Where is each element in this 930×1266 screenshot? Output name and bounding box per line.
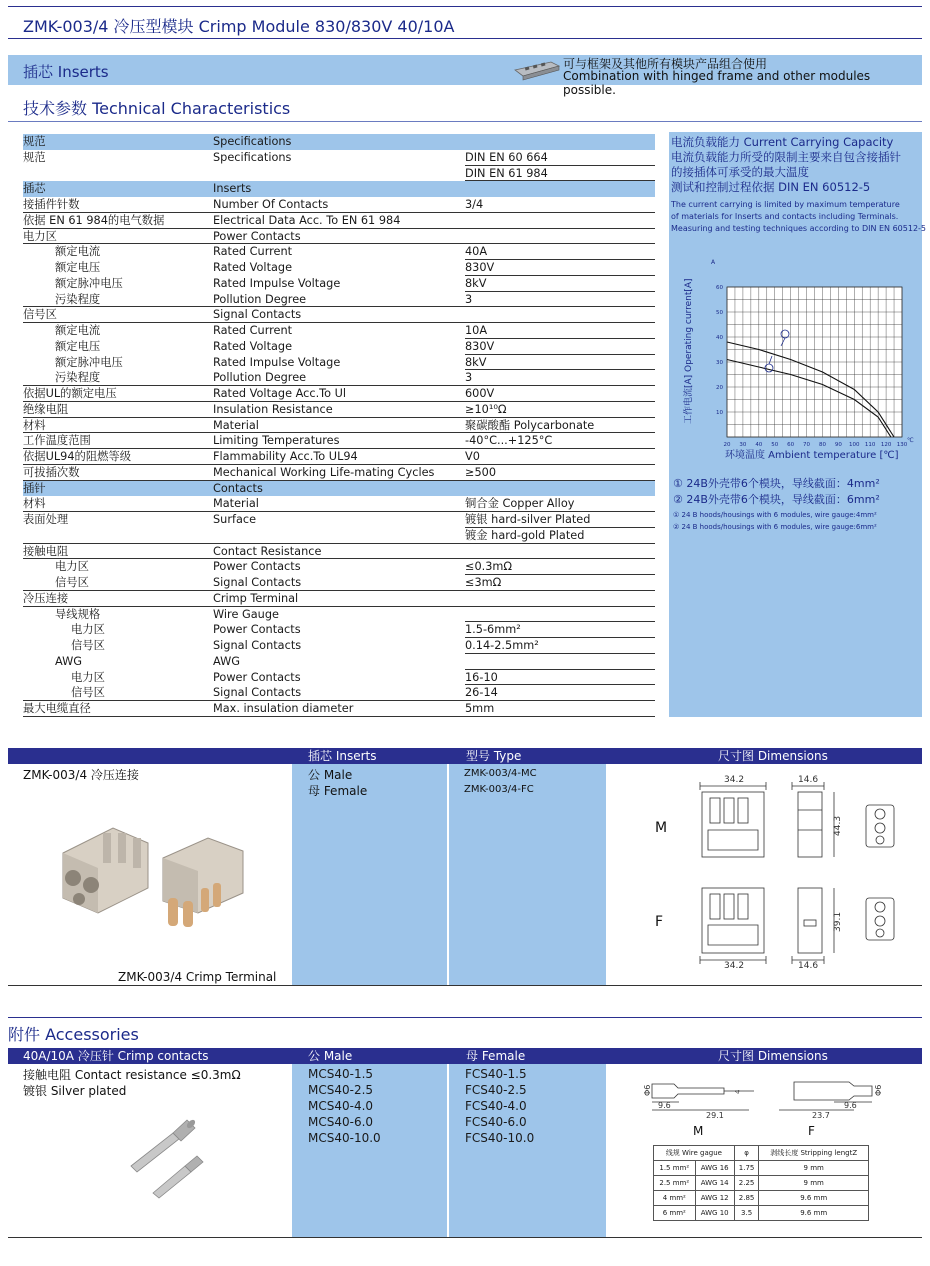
- spec-label-cn: 额定电流: [55, 245, 101, 259]
- dim-9-6-m: 9.6: [658, 1101, 671, 1110]
- spec-row: [23, 150, 655, 166]
- dim-29-1: 29.1: [706, 1111, 724, 1120]
- spec-value: 10A: [465, 323, 655, 339]
- legend-1-cn: ① 24B外壳带6个模块，导线截面：4mm²: [673, 477, 880, 490]
- spec-row: [23, 386, 655, 402]
- x-tick-label: 120: [880, 442, 892, 448]
- female-insert-image: [163, 838, 243, 927]
- spec-row: [23, 323, 655, 339]
- spec-label-en: Flammability Acc.To UL94: [213, 450, 358, 463]
- spec-value: DIN EN 60 664: [465, 150, 655, 166]
- spec-row: [23, 229, 655, 245]
- x-tick-label: 40: [755, 442, 763, 448]
- spec-value: 40A: [465, 244, 655, 260]
- spec-label-en: Material: [213, 418, 259, 432]
- spec-label-en: Pollution Degree: [213, 371, 307, 385]
- capacity-panel: [669, 132, 927, 717]
- spec-row: [23, 418, 655, 434]
- legend-1-en: ① 24 B hoods/housings with 6 modules, wire gauge:4mm²: [673, 511, 877, 519]
- wire-table-cell: 2.5 mm²: [654, 1176, 696, 1191]
- crimp-contacts-image: [123, 1108, 253, 1198]
- spec-label-en: Pollution Degree: [213, 292, 307, 306]
- wire-table-cell: 1.5 mm²: [654, 1161, 696, 1176]
- spec-value: 3: [465, 371, 473, 385]
- wire-table-head-phi: φ: [734, 1146, 759, 1161]
- spec-row: [23, 276, 655, 292]
- spec-label-en: Signal Contacts: [213, 576, 302, 589]
- spec-label-cn: 依据UL94的阻燃等级: [23, 450, 132, 463]
- wire-table-cell: 2.85: [734, 1191, 759, 1206]
- acc-resistance: 接触电阻 Contact resistance ≤0.3mΩ: [23, 1068, 241, 1082]
- combination-note-en: Combination with hinged frame and other modules possible.: [563, 69, 871, 97]
- dim-width-f: 34.2: [724, 961, 745, 971]
- spec-value: 8kV: [465, 276, 655, 292]
- dim-f-label: F: [655, 914, 664, 930]
- spec-value: [465, 607, 655, 623]
- product-type-male: ZMK-003/4-MC: [464, 768, 537, 779]
- male-insert-image: [63, 828, 148, 913]
- wire-table-head-gauge: 线规 Wire gague: [654, 1146, 735, 1161]
- spec-label-cn: 信号区: [71, 686, 105, 700]
- spec-label-cn: 污染程度: [55, 292, 101, 306]
- accessories-title: 附件 Accessories: [8, 1025, 139, 1044]
- acc-female-part: FCS40-6.0: [465, 1115, 527, 1129]
- spec-value: ≥10¹⁰Ω: [465, 402, 507, 416]
- spec-label-cn: 信号区: [55, 576, 89, 589]
- wire-table-cell: AWG 10: [695, 1206, 734, 1221]
- hinged-frame-image: [511, 58, 561, 80]
- spec-value: 600V: [465, 387, 495, 400]
- spec-label-cn: 可拔插次数: [23, 465, 80, 479]
- wire-table-row: [654, 1191, 869, 1206]
- spec-value: 830V: [465, 260, 655, 276]
- spec-row: [23, 260, 655, 276]
- acc-head-dims: 尺寸图 Dimensions: [718, 1049, 828, 1063]
- product-male: 公 Male: [308, 768, 353, 782]
- product-head-dims: 尺寸图 Dimensions: [718, 749, 828, 763]
- spec-label-cn: 额定电压: [55, 261, 101, 274]
- spec-value: 镀金 hard-gold Plated: [465, 528, 585, 542]
- tech-divider: [8, 121, 922, 122]
- acc-male-part: MCS40-6.0: [308, 1115, 374, 1129]
- spec-label-cn: 工作温度范围: [23, 434, 91, 448]
- spec-value: V0: [465, 450, 480, 463]
- dim-phi-f: Φ6: [874, 1084, 883, 1096]
- acc-female-part: FCS40-1.5: [465, 1067, 527, 1081]
- capacity-line-2: 电流负载能力所受的限制主要来自包含接插针: [671, 150, 901, 164]
- spec-label-en: Rated Impulse Voltage: [213, 276, 341, 290]
- spec-label-en: Specifications: [213, 135, 292, 148]
- dim-m-label: M: [655, 820, 668, 836]
- spec-label-en: Power Contacts: [213, 623, 301, 637]
- spec-label-en: Mechanical Working Life-mating Cycles: [213, 465, 435, 479]
- x-tick-label: 90: [834, 442, 842, 448]
- wire-table-cell: 3.5: [734, 1206, 759, 1221]
- y-tick-label: 30: [716, 360, 723, 366]
- spec-row: [23, 465, 655, 481]
- acc-male-part: MCS40-10.0: [308, 1131, 381, 1145]
- spec-label-cn: 依据UL的额定电压: [23, 387, 117, 400]
- spec-label-en: Limiting Temperatures: [213, 434, 340, 448]
- product-name: ZMK-003/4 冷压连接: [23, 768, 139, 782]
- acc-female-list: [465, 1066, 534, 1146]
- spec-label-cn: 插针: [23, 481, 46, 495]
- spec-label-en: Rated Voltage: [213, 261, 293, 274]
- capacity-en-3: Measuring and testing techniques according to DIN EN 60512-5: [671, 224, 927, 233]
- spec-label-cn: 表面处理: [23, 513, 69, 526]
- dim-9-6-f: 9.6: [844, 1101, 857, 1110]
- product-photo: [43, 813, 263, 933]
- capacity-line-4: 测试和控制过程依据 DIN EN 60512-5: [671, 180, 871, 194]
- wire-table-header: [654, 1146, 869, 1161]
- x-tick-label: 130: [896, 442, 908, 448]
- product-head-type: 型号 Type: [466, 749, 522, 763]
- spec-label-en: Surface: [213, 513, 257, 526]
- acc-dim-f-label: F: [808, 1124, 815, 1138]
- spec-label-cn: 信号区: [23, 308, 57, 322]
- wire-table-row: [654, 1161, 869, 1176]
- accessories-header: [8, 1048, 922, 1064]
- wire-table-row: [654, 1206, 869, 1221]
- x-tick-label: 50: [771, 442, 779, 448]
- wire-table-body: [654, 1161, 869, 1221]
- spec-value: ≤0.3mΩ: [465, 559, 655, 575]
- spec-row: [23, 701, 655, 717]
- spec-row: [23, 166, 655, 182]
- spec-row: [23, 496, 655, 512]
- capacity-en-1: The current carrying is limited by maximum temperature: [671, 200, 900, 209]
- spec-label-cn: 接插件针数: [23, 198, 80, 211]
- spec-value: ≤3mΩ: [465, 576, 502, 589]
- spec-label-cn: 额定电流: [55, 324, 101, 337]
- spec-value: 镀银 hard-silver Plated: [465, 512, 655, 528]
- wire-table-head-strip: 剥线长度 Stripping lengtZ: [759, 1146, 869, 1161]
- spec-value: 铜合金 Copper Alloy: [465, 497, 575, 511]
- product-head-inserts: 插芯 Inserts: [308, 749, 377, 763]
- spec-value: DIN EN 61 984: [465, 166, 655, 182]
- spec-label-cn: 额定脉冲电压: [55, 276, 123, 290]
- spec-label-en: Wire Gauge: [213, 607, 279, 621]
- spec-label-en: Crimp Terminal: [213, 591, 299, 605]
- spec-label-en: Number Of Contacts: [213, 198, 329, 211]
- accessories-divider: [8, 1017, 922, 1018]
- x-tick-label: 60: [787, 442, 795, 448]
- wire-table-cell: 9 mm: [759, 1176, 869, 1191]
- spec-row: [23, 544, 655, 560]
- spec-row: [23, 591, 655, 607]
- male-pin-image: [131, 1118, 197, 1172]
- wire-table-cell: AWG 14: [695, 1176, 734, 1191]
- capacity-en-2: of materials for Inserts and contacts including Terminals.: [671, 212, 899, 221]
- spec-label-en: Signal Contacts: [213, 308, 302, 322]
- title-bar: [8, 6, 922, 39]
- spec-label-cn: 最大电缆直径: [23, 702, 91, 715]
- spec-label-en: Rated Voltage: [213, 339, 293, 353]
- dim-height-f: 39.1: [833, 911, 843, 932]
- capacity-line-3: 的接插体可承受的最大温度: [671, 165, 809, 179]
- spec-section-header: [23, 481, 655, 497]
- spec-label-en: Contact Resistance: [213, 544, 322, 558]
- capacity-title: 电流负载能力 Current Carrying Capacity: [671, 135, 894, 149]
- wire-table-cell: 1.75: [734, 1161, 759, 1176]
- x-tick-label: 80: [818, 442, 826, 448]
- spec-label-cn: 额定电压: [55, 339, 101, 353]
- wire-table-cell: 4 mm²: [654, 1191, 696, 1206]
- spec-value: 3/4: [465, 198, 484, 211]
- spec-label-cn: 规范: [23, 135, 46, 148]
- spec-value: 26-14: [465, 686, 498, 700]
- wire-table-cell: 2.25: [734, 1176, 759, 1191]
- spec-label-en: Contacts: [213, 481, 263, 495]
- spec-value: [465, 654, 655, 670]
- spec-row: [23, 654, 655, 670]
- spec-label-en: Specifications: [213, 150, 292, 164]
- spec-label-cn: 电力区: [55, 560, 89, 574]
- spec-label-en: Power Contacts: [213, 229, 301, 243]
- spec-row: [23, 402, 655, 418]
- wire-table-cell: AWG 12: [695, 1191, 734, 1206]
- y-tick-label: 10: [716, 410, 723, 416]
- product-caption: ZMK-003/4 Crimp Terminal: [118, 970, 277, 984]
- y-axis-label: 工作电流[A] Operating current[A]: [684, 278, 694, 424]
- y-tick-label: 20: [716, 385, 723, 391]
- x-tick-label: 30: [739, 442, 747, 448]
- legend-2-cn: ② 24B外壳带6个模块，导线截面：6mm²: [673, 493, 880, 506]
- spec-section-header: [23, 134, 655, 150]
- dim-depth-m: 14.6: [798, 775, 819, 785]
- spec-label-en: Electrical Data Acc. To EN 61 984: [213, 213, 401, 227]
- spec-label-cn: AWG: [55, 654, 83, 668]
- acc-female-part: FCS40-2.5: [465, 1083, 527, 1097]
- combination-note-cn: 可与框架及其他所有模块产品组合使用: [563, 57, 768, 71]
- x-tick-label: 100: [849, 442, 860, 448]
- x-tick-label: 110: [864, 442, 876, 448]
- capacity-chart: [669, 252, 922, 472]
- spec-value: ≥500: [465, 465, 497, 479]
- spec-label-cn: 电力区: [71, 670, 105, 684]
- acc-head-female: 母 Female: [466, 1049, 526, 1063]
- spec-label-cn: 电力区: [23, 229, 57, 243]
- acc-female-part: FCS40-10.0: [465, 1131, 535, 1145]
- spec-value: 5mm: [465, 702, 495, 715]
- wire-gauge-table: [653, 1145, 869, 1221]
- spec-row: [23, 607, 655, 623]
- spec-table: [23, 134, 655, 717]
- spec-label-cn: 污染程度: [55, 371, 101, 385]
- spec-label-en: Material: [213, 497, 259, 511]
- spec-row: [23, 197, 655, 213]
- spec-row: [23, 528, 655, 544]
- inserts-label: 插芯 Inserts: [23, 63, 109, 81]
- y-tick-label: 40: [716, 335, 723, 341]
- spec-row: [23, 622, 655, 638]
- dim-depth-f: 14.6: [798, 961, 819, 971]
- spec-label-cn: 材料: [23, 497, 46, 511]
- wire-table-cell: 9.6 mm: [759, 1206, 869, 1221]
- spec-row: [23, 512, 655, 528]
- wire-table-cell: AWG 16: [695, 1161, 734, 1176]
- product-section: [8, 748, 922, 986]
- spec-label-en: Max. insulation diameter: [213, 702, 354, 715]
- spec-label-en: Rated Current: [213, 245, 293, 259]
- spec-row: [23, 370, 655, 386]
- spec-row: [23, 213, 655, 229]
- acc-male-part: MCS40-1.5: [308, 1067, 374, 1081]
- chart-grid: [727, 287, 902, 437]
- spec-label-en: Inserts: [213, 182, 252, 196]
- dim-23-7: 23.7: [812, 1111, 830, 1120]
- acc-head-contacts: 40A/10A 冷压针 Crimp contacts: [23, 1049, 209, 1063]
- spec-section-header: [23, 181, 655, 197]
- product-type-column: [449, 764, 606, 986]
- spec-label-cn: 导线规格: [55, 607, 101, 621]
- product-bottom-rule: [8, 985, 922, 986]
- dim-4: 4: [734, 1089, 742, 1094]
- page-title: ZMK-003/4 冷压型模块 Crimp Module 830/830V 40/10A: [23, 17, 455, 36]
- spec-value: 1.5-6mm²: [465, 622, 655, 638]
- spec-row: [23, 559, 655, 575]
- spec-row: [23, 670, 655, 686]
- spec-label-cn: 材料: [23, 418, 46, 432]
- spec-label-en: Rated Current: [213, 324, 293, 337]
- product-type-female: ZMK-003/4-FC: [464, 784, 534, 795]
- dim-width-m: 34.2: [724, 775, 745, 785]
- spec-value: 830V: [465, 339, 655, 355]
- spec-value: 3: [465, 292, 473, 306]
- spec-label-en: Insulation Resistance: [213, 402, 333, 416]
- y-unit-label: A: [711, 259, 716, 266]
- dim-phi-m: Φ6: [643, 1084, 652, 1096]
- spec-value: 8kV: [465, 355, 655, 371]
- spec-label-cn: 电力区: [71, 623, 105, 637]
- wire-table-cell: 9 mm: [759, 1161, 869, 1176]
- acc-male-part: MCS40-2.5: [308, 1083, 374, 1097]
- spec-label-en: AWG: [213, 654, 241, 668]
- y-tick-label: 50: [716, 310, 723, 316]
- spec-label-cn: 插芯: [23, 182, 46, 196]
- spec-row: [23, 433, 655, 449]
- x-axis-label: 环境温度 Ambient temperature [℃]: [725, 450, 899, 461]
- spec-label-en: Rated Voltage Acc.To Ul: [213, 387, 347, 400]
- dim-height-m: 44.3: [833, 815, 843, 836]
- spec-row: [23, 307, 655, 323]
- acc-head-male: 公 Male: [308, 1049, 353, 1063]
- spec-row: [23, 355, 655, 371]
- accessories-bottom-rule: [8, 1237, 922, 1238]
- spec-value: -40°C...+125°C: [465, 434, 553, 448]
- spec-label-en: Power Contacts: [213, 670, 301, 684]
- product-female: 母 Female: [308, 784, 368, 798]
- x-unit-label: ℃: [907, 437, 914, 444]
- dimension-drawings: [688, 770, 918, 980]
- spec-row: [23, 449, 655, 465]
- crimp-contact-drawings: [644, 1070, 884, 1132]
- x-tick-label: 20: [723, 442, 731, 448]
- acc-male-part: MCS40-4.0: [308, 1099, 374, 1113]
- acc-female-part: FCS40-4.0: [465, 1099, 527, 1113]
- acc-dim-m-label: M: [693, 1124, 704, 1138]
- spec-label-cn: 额定脉冲电压: [55, 355, 123, 369]
- spec-label-cn: 信号区: [71, 639, 105, 652]
- tech-title: 技术参数 Technical Characteristics: [23, 99, 291, 118]
- spec-row: [23, 685, 655, 701]
- spec-label-en: Signal Contacts: [213, 686, 302, 700]
- spec-row: [23, 638, 655, 654]
- spec-value: 16-10: [465, 670, 655, 686]
- spec-label-cn: 绝缘电阻: [23, 402, 69, 416]
- female-pin-image: [153, 1156, 203, 1198]
- spec-row: [23, 244, 655, 260]
- y-tick-label: 60: [716, 285, 723, 291]
- wire-table-row: [654, 1176, 869, 1191]
- spec-label-cn: 冷压连接: [23, 591, 69, 605]
- spec-label-en: Rated Impulse Voltage: [213, 355, 341, 369]
- spec-row: [23, 292, 655, 308]
- x-tick-label: 70: [803, 442, 811, 448]
- inserts-band: [8, 55, 922, 97]
- spec-row: [23, 575, 655, 591]
- acc-plating: 镀银 Silver plated: [23, 1084, 127, 1098]
- acc-male-list: [308, 1066, 381, 1146]
- spec-row: [23, 339, 655, 355]
- wire-table-cell: 6 mm²: [654, 1206, 696, 1221]
- spec-label-cn: 接触电阻: [23, 544, 69, 558]
- spec-label-cn: 依据 EN 61 984的电气数据: [23, 213, 165, 227]
- spec-label-en: Power Contacts: [213, 560, 301, 574]
- spec-value: 聚碳酸酯 Polycarbonate: [465, 418, 595, 432]
- spec-label-en: Signal Contacts: [213, 639, 302, 652]
- spec-value: 0.14-2.5mm²: [465, 638, 655, 654]
- wire-table-cell: 9.6 mm: [759, 1191, 869, 1206]
- product-header: [8, 748, 922, 764]
- spec-label-cn: 规范: [23, 150, 46, 164]
- legend-2-en: ② 24 B hoods/housings with 6 modules, wire gauge:6mm²: [673, 523, 877, 531]
